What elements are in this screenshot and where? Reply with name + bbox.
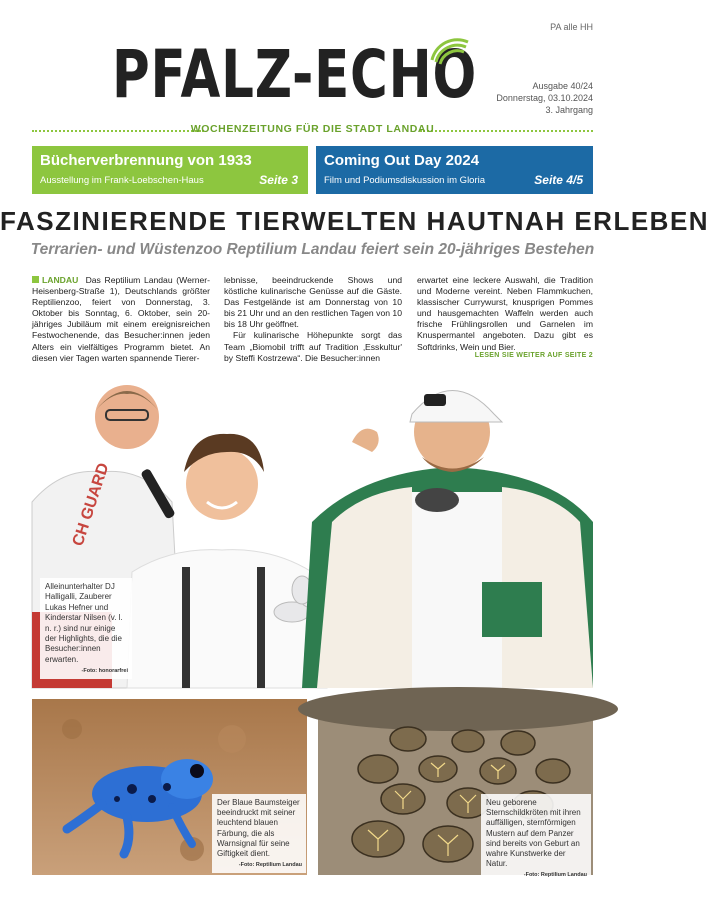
column-2-paragraph-1: lebnisse, beeindruckende Shows und köstliche kulinarische Genüsse auf die Gäste. Das Festgelände ist am Donnerstag von 10 bis 21 Uhr und an den restlichen Tagen von 10 bis 18 Uhr geöffnet. [224,275,402,330]
teaser-title: Bücherverbrennung von 1933 [40,152,252,169]
article-column-1 [32,275,210,364]
teaser-title: Coming Out Day 2024 [324,152,480,169]
frog-caption-text: Der Blaue Baumsteiger beeindruckt mit seiner leuchtend blauen Färbung, die als Warnsignal für seine Giftigkeit dient. [217,798,300,859]
nilsen-figure [302,391,593,689]
dateline: LANDAU [32,275,78,285]
main-caption-text: Alleinunterhalter DJ Halligalli, Zauberer Lukas Hefner und Kinderstar Nilsen (v. l. n. r.) sind nur einige der Highlights, die die Besucher:innen erwarten. [45,582,123,664]
teaser-subtitle: Film und Podiumsdiskussion im Gloria [324,175,486,186]
article-subheadline: Terrarien- und Wüstenzoo Reptilium Landau feiert sein 20-jähriges Bestehen [30,241,595,258]
column-3-text: erwartet eine leckere Auswahl, die Tradition und Moderne vereint. Neben Flammkuchen, klassischer Currywurst, knusprigen Pommes und hausgemachten Waffeln werden auch frische Frühlingsrollen und Garnelen im Knuspermantel angeboten. Dazu gibt es Softdrinks, Wein und Bier. [417,275,593,352]
teaser-book-burning[interactable] [32,146,308,194]
frog-photo-caption [212,794,306,873]
masthead-title: PFALZ-ECHO [112,36,478,113]
masthead [112,30,478,120]
issue-year: 3. Jahrgang [545,105,593,115]
main-photo-caption [40,578,132,679]
issue-date: Donnerstag, 03.10.2024 [496,93,593,103]
issue-number: Ausgabe 40/24 [532,81,593,91]
edition-region: PA alle HH [550,22,593,32]
frog-photo-credit: -Foto: Reptilium Landau [238,862,302,869]
main-photo-credit: -Foto: honorarfrei [81,667,128,674]
svg-text:CH GUARD: CH GUARD [69,460,113,549]
dateline-square-icon [32,276,39,283]
teaser-page: Seite 4/5 [534,173,583,187]
signal-icon [428,30,472,74]
issue-info [496,80,593,116]
masthead-tagline: WOCHENZEITUNG FÜR DIE STADT LANDAU [190,123,435,135]
column-2-paragraph-2: Für kulinarische Höhepunkte sorgt das Team „Biomobil trifft auf Tradition ‚Esskultur' by Steffi Kostrzewa“. Die Besucher:innen [224,330,402,363]
article-column-2 [224,275,402,364]
turtle-photo-credit: -Foto: Reptilium Landau [523,872,587,879]
teaser-coming-out-day[interactable] [316,146,593,194]
turtle-photo-caption [481,794,591,883]
teaser-page: Seite 3 [259,173,298,187]
turtle-caption-text: Neu geborene Sternschildkröten mit ihren auffälligen, sternförmigen Mustern auf dem Panzer sind bereits von Geburt an wahre Kunstwerke der Natur. [486,798,581,869]
teaser-subtitle: Ausstellung im Frank-Loebschen-Haus [40,175,204,186]
article-headline: FASZINIERENDE TIERWELTEN HAUTNAH ERLEBEN [0,206,709,236]
article-column-3 [417,275,593,353]
column-1-text: Das Reptilium Landau (Werner-Heisenberg-Straße 1), Deutschlands größter Reptilienzoo, feiert von Donnerstag, 3. Oktober bis Sonntag, 6. Oktober, sein 20-jähriges Jubiläum mit einem ereignisreichen Festwochenende, das Besucher:innen jeden Alters ein vielfältiges Programm bietet. An diesen vier Tagen warten spannende Tierer- [32,275,210,363]
continue-link[interactable]: LESEN SIE WEITER AUF SEITE 2 [474,352,593,359]
